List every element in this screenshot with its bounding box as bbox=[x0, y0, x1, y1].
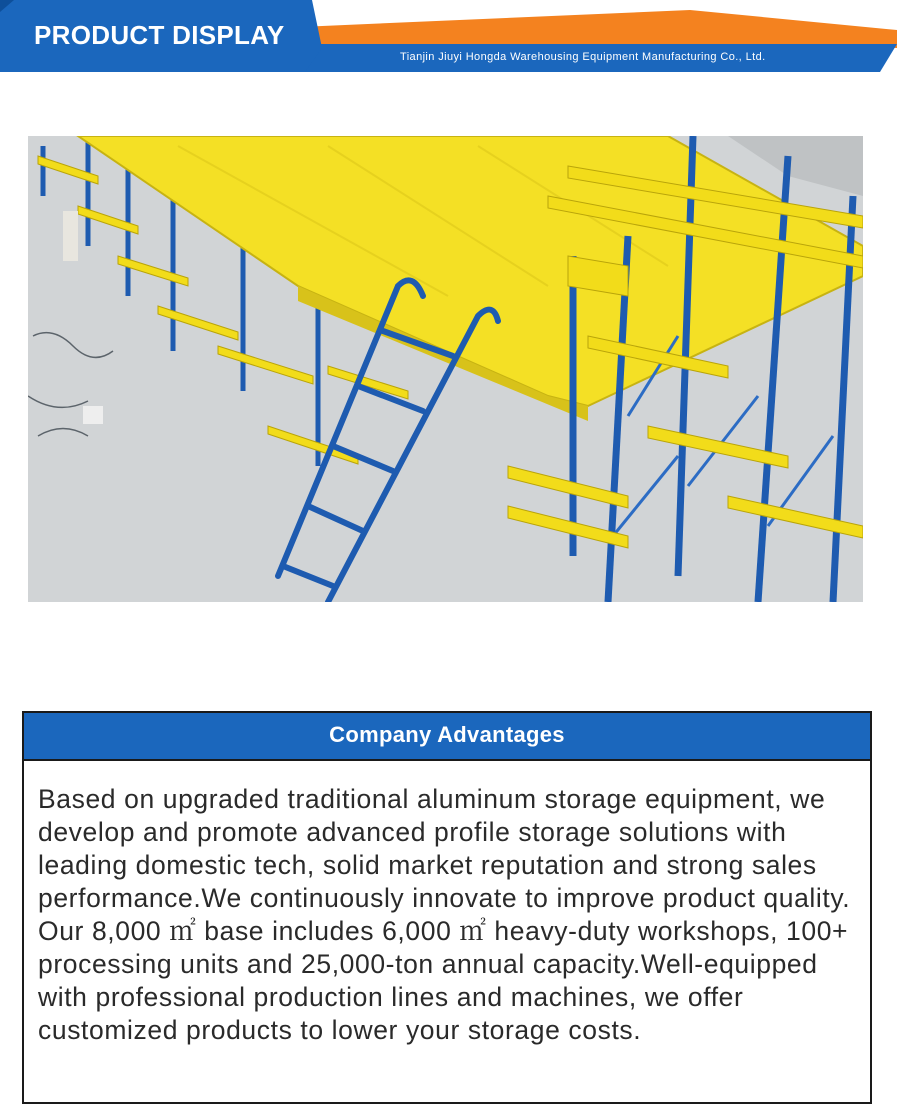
product-photo bbox=[28, 136, 863, 602]
header-banner bbox=[0, 0, 897, 75]
racking-illustration bbox=[28, 136, 863, 602]
page-title: PRODUCT DISPLAY bbox=[34, 20, 285, 50]
company-advantages-panel bbox=[22, 711, 872, 1104]
advantages-text: Based on upgraded traditional aluminum storage equipment, we develop and promote advanced profile storage solutions with leading domestic tech, solid market reputation and strong sales performance.We continuously innovate to improve product quality. Our 8,000 ㎡ base includes 6,000 ㎡ heavy-duty workshops, 100+ processing units and 25,000-ton annual capacity.Well-equipped with professional production lines and machines, we offer customized products to lower your storage costs. bbox=[38, 784, 851, 1045]
company-name: Tianjin Jiuyi Hongda Warehousing Equipment Manufacturing Co., Ltd. bbox=[400, 51, 766, 63]
advantages-heading: Company Advantages bbox=[24, 713, 870, 761]
